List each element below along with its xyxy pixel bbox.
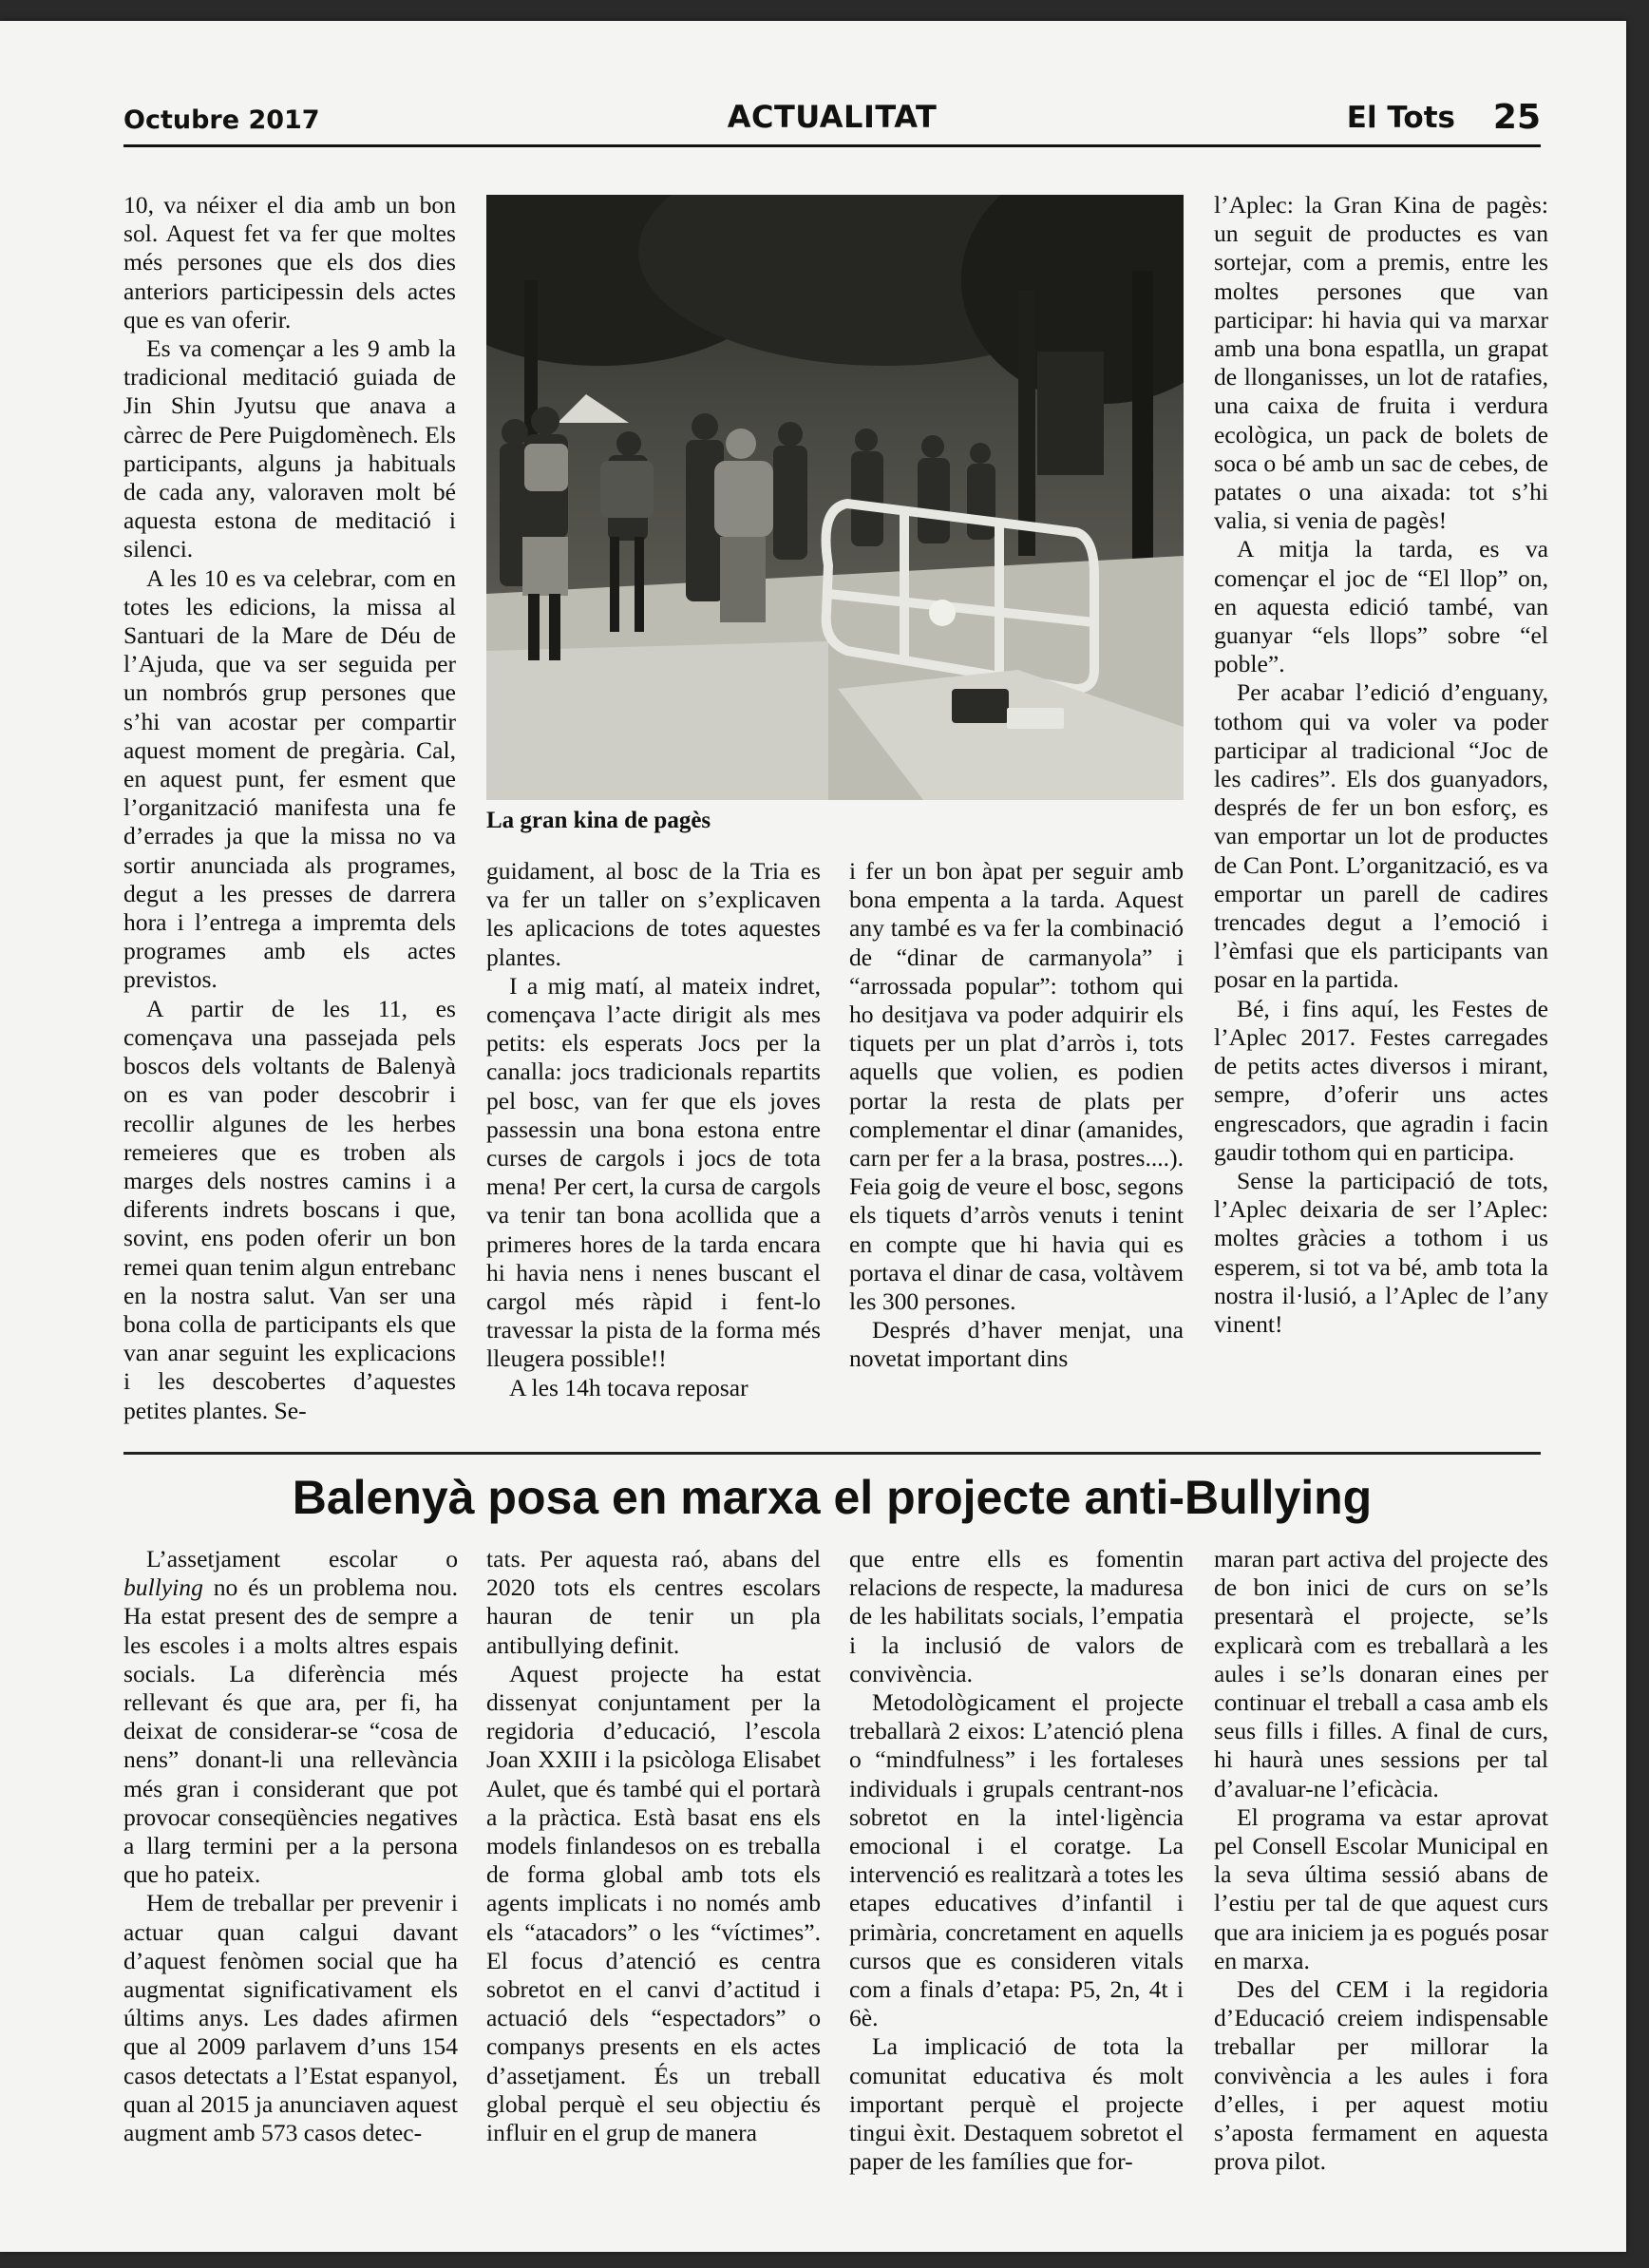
issue-date: Octubre 2017 (123, 105, 320, 135)
paragraph (123, 1545, 458, 1889)
section-title: ACTUALITAT (727, 99, 938, 135)
page-header (123, 86, 1541, 147)
article2-column-1 (123, 1545, 458, 2147)
article1-column-3 (849, 857, 1184, 1374)
photo-caption: La gran kina de pagès (486, 808, 711, 833)
paragraph: El programa va estar aprovat pel Consell Escolar Municipal en la seva última sessió abans de l’estiu per tal de que aquest curs que ara iniciem ja es pogués posar en marxa. (1214, 1802, 1548, 1974)
paragraph: La implicació de tota la comunitat educativa és molt important perquè el projecte tingui èxit. Destaquem sobretot el paper de les famílies que for- (849, 2032, 1184, 2176)
paragraph: l’Aplec: la Gran Kina de pagès: un seguit de productes es van sortejar, com a premis, entre les moltes persones que van participar: hi havia qui va marxar amb una bona espatlla, un grapat de llonganisses, un lot de ratafies, una caixa de fruita i verdura ecològica, un pack de bolets de soca o bé amb un sac de cebes, de patates o una aixada: tot s’hi valia, si venia de pagès! (1214, 191, 1548, 535)
paragraph: Es va començar a les 9 amb la tradicional meditació guiada de Jin Shin Jyutsu que anava a càrrec de Pere Puigdomènech. Els participants, alguns ja habituals de cada any, valoraven molt bé aquesta estona de meditació i silenci. (123, 334, 456, 563)
paragraph: A les 14h tocava reposar (509, 1373, 749, 1401)
article-divider (123, 1452, 1541, 1455)
text-run: L’assetjament escolar o (146, 1545, 458, 1572)
paragraph: que entre ells es fomentin relacions de respecte, la maduresa de les habilitats socials, l’empatia i la inclusió de valors de convivència. (849, 1545, 1184, 1687)
paragraph: A les 10 es va celebrar, com en totes les edicions, la missa al Santuari de la Mare de Déu de l’Ajuda, que va ser seguida per un nombrós grup persones que s’hi van acostar per compartir aquest moment de pregària. Cal, en aquest punt, fer esment que l’organització manifesta una fe d’errades ja que la missa no va sortir anunciada als programes, degut a les presses de darrera hora i l’entrega a impremta dels programes amb els actes previstos. (123, 563, 456, 994)
paragraph: Metodològicament el projecte treballarà 2 eixos: L’atenció plena o “mindfulness” i les fortaleses individuals i grupals centrant-nos sobretot en la intel·ligència emocional i el coratge. La intervenció es realitzarà a totes les etapes educatives d’infantil i primària, concretament en aquells cursos que es consideren vitals com a finals d’etapa: P5, 2n, 4t i 6è. (849, 1688, 1184, 2032)
paragraph: Bé, i fins aquí, les Festes de l’Aplec 2017. Festes carregades de petits actes diversos i mirant, sempre, d’oferir uns actes engrescadors, que agradin i facin gaudir tothom qui en participa. (1214, 994, 1548, 1166)
publication-name: El Tots (1346, 101, 1455, 135)
article2-column-4 (1214, 1545, 1548, 2176)
paragraph: A partir de les 11, es començava una passejada pels boscos dels voltants de Balenyà on es van poder descobrir i recollir algunes de les herbes remeieres que es troben als marges dels nostres camins i a diferents indrets boscans i que, sovint, ens poden oferir un bon remei quan tenim algun entrebanc en la nostra salut. Van ser una bona colla de participants els que van anar seguint les explicacions i les descobertes d’aquestes petites plantes. Se- (123, 994, 456, 1424)
article1-column-1 (123, 191, 456, 1425)
emphasis-text: bullying (123, 1573, 203, 1602)
article1-column-2 (486, 857, 821, 1402)
paragraph: Hem de treballar per prevenir i actuar quan calgui davant d’aquest fenòmen social que ha augmentat significativament els últims anys. Les dades afirmen que al 2009 parlavem d’uns 154 casos detectats a l’Estat espanyol, quan al 2015 ja anunciaven aquest augment amb 573 casos detec- (123, 1889, 458, 2147)
paragraph: guidament, al bosc de la Tria es va fer un taller on s’explicaven les aplicacions de totes aquestes plantes. (486, 857, 821, 971)
event-photo (486, 195, 1184, 800)
paragraph: 10, va néixer el dia amb un bon sol. Aquest fet va fer que moltes més persones que els dos dies anteriors participessin dels actes que es van oferir. (123, 191, 456, 334)
paragraph: I a mig matí, al mateix indret, començava l’acte dirigit als mes petits: els esperats Jocs per la canalla: jocs tradicionals repartits pel bosc, van fer que els joves passessin una bona estona entre curses de cargols i jocs de tota mena! Per cert, la cursa de cargols va tenir tan bona acollida que a primeres hores de la tarda encara hi havia nens i nenes buscant el cargol més ràpid i fent-lo travessar la pista de la forma més lleugera possible!! (486, 971, 821, 1373)
paragraph: tats. Per aquesta raó, abans del 2020 tots els centres escolars hauran de tenir un pla antibullying definit. (486, 1545, 821, 1659)
paragraph: Aquest projecte ha estat dissenyat conjuntament per la regidoria d’educació, l’escola Joan XXIII i la psicòloga Elisabet Aulet, que és també qui el portarà a la pràctica. Està basat ens els models finlandesos on es treballa de forma global amb tots els agents implicats i no només amb els “atacadors” o les “víctimes”. El focus d’atenció es centra sobretot en el canvi d’actitud i actuació dels “espectadors” o companys presents en els actes d’assetjament. És un treball global perquè el seu objectiu és influir en el grup de manera (486, 1659, 821, 2147)
paragraph: i fer un bon àpat per seguir amb bona empenta a la tarda. Aquest any també es va fer la combinació de “dinar de carmanyola” i “arrossada popular”: tothom qui ho desitjava va poder adquirir els tiquets per un plat d’arròs i, tots aquells que volien, es podien portar la resta de plats per complementar el dinar (amanides, carn per fer a la brasa, postres....). Feia goig de veure el bosc, segons els tiquets d’arròs venuts i tenint en compte que hi havia qui es portava el dinar de casa, voltàvem les 300 persones. (849, 857, 1184, 1316)
page-number: 25 (1492, 98, 1541, 137)
paragraph: Sense la participació de tots, l’Aplec deixaria de ser l’Aplec: moltes gràcies a tothom i us esperem, si tot va bé, amb tota la nostra il·lusió, a l’Aplec de l’any vinent! (1214, 1166, 1548, 1338)
article2-column-3 (849, 1545, 1184, 2176)
article2-headline: Balenyà posa en marxa el projecte anti-Bullying (292, 1471, 1373, 1524)
article1-column-4 (1214, 191, 1548, 1339)
text-run: no és un problema nou. Ha estat present des de sempre a les escoles i a molts altres espais socials. La diferència més rellevant és que ara, per fi, ha deixat de considerar-se “cosa de nens” donant-li una rellevància més gran i considerant que pot provocar conseqüències negatives a llarg termini per a la persona que ho pateix. (123, 1573, 458, 1889)
paragraph: Després d’haver menjat, una novetat important dins (849, 1316, 1184, 1373)
paragraph: A mitja la tarda, es va començar el joc de “El llop” on, en aquesta edició també, van guanyar “els llops” sobre “el poble”. (1214, 535, 1548, 678)
article2-column-2 (486, 1545, 821, 2147)
paragraph: Des del CEM i la regidoria d’Educació creiem indispensable treballar per millorar la convivència a les aules i fora d’elles, i per aquest motiu s’aposta fermament en aquesta prova pilot. (1214, 1975, 1548, 2176)
paragraph: maran part activa del projecte des de bon inici de curs on se’ls presentarà el projecte, se’ls explicarà com es treballarà a les aules i se’ls donaran eines per continuar el treball a casa amb els seus fills i filles. A final de curs, hi haurà unes sessions per tal d’avaluar-ne l’eficàcia. (1214, 1545, 1548, 1802)
paragraph: Per acabar l’edició d’enguany, tothom qui va voler va poder participar al tradicional “Joc de les cadires”. Els dos guanyadors, després de fer un bon esforç, es van emportar un lot de productes de Can Pont. L’organització, es va emportar un parell de cadires trencades degut a l’emoció i l’èmfasi que els participants van posar en la partida. (1214, 678, 1548, 994)
newspaper-page (0, 21, 1626, 2252)
